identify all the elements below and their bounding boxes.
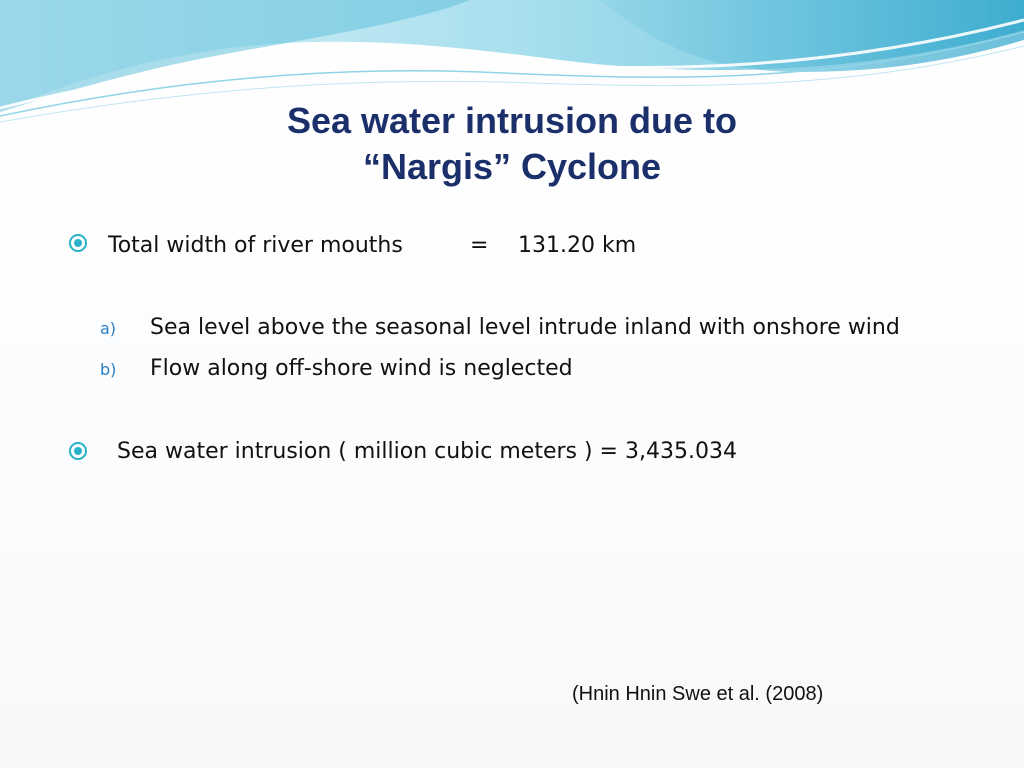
sub-item-b — [100, 356, 573, 381]
sub-item-text: Flow along off-shore wind is neglected — [150, 356, 573, 381]
bullet-item-intrusion — [68, 441, 88, 461]
circled-dot-icon — [68, 233, 88, 253]
river-width-value: 131.20 km — [518, 233, 637, 258]
intrusion-text: Sea water intrusion ( million cubic meters ) = 3,435.034 — [117, 439, 737, 464]
sub-item-text: Sea level above the seasonal level intrude inland with onshore wind — [150, 315, 900, 340]
circled-dot-icon — [68, 441, 88, 461]
river-width-label: Total width of river mouths — [108, 233, 403, 258]
sub-item-marker: b) — [100, 360, 117, 379]
bullet-item-river-width — [68, 233, 88, 253]
river-width-equals: = — [470, 233, 489, 258]
sub-item-a — [100, 315, 900, 340]
sub-item-marker: a) — [100, 319, 117, 338]
title-line-2: “Nargis” Cyclone — [362, 146, 662, 187]
slide-title — [0, 98, 1024, 190]
citation: (Hnin Hnin Swe et al. (2008) — [572, 683, 824, 705]
title-line-1: Sea water intrusion due to — [286, 100, 738, 141]
